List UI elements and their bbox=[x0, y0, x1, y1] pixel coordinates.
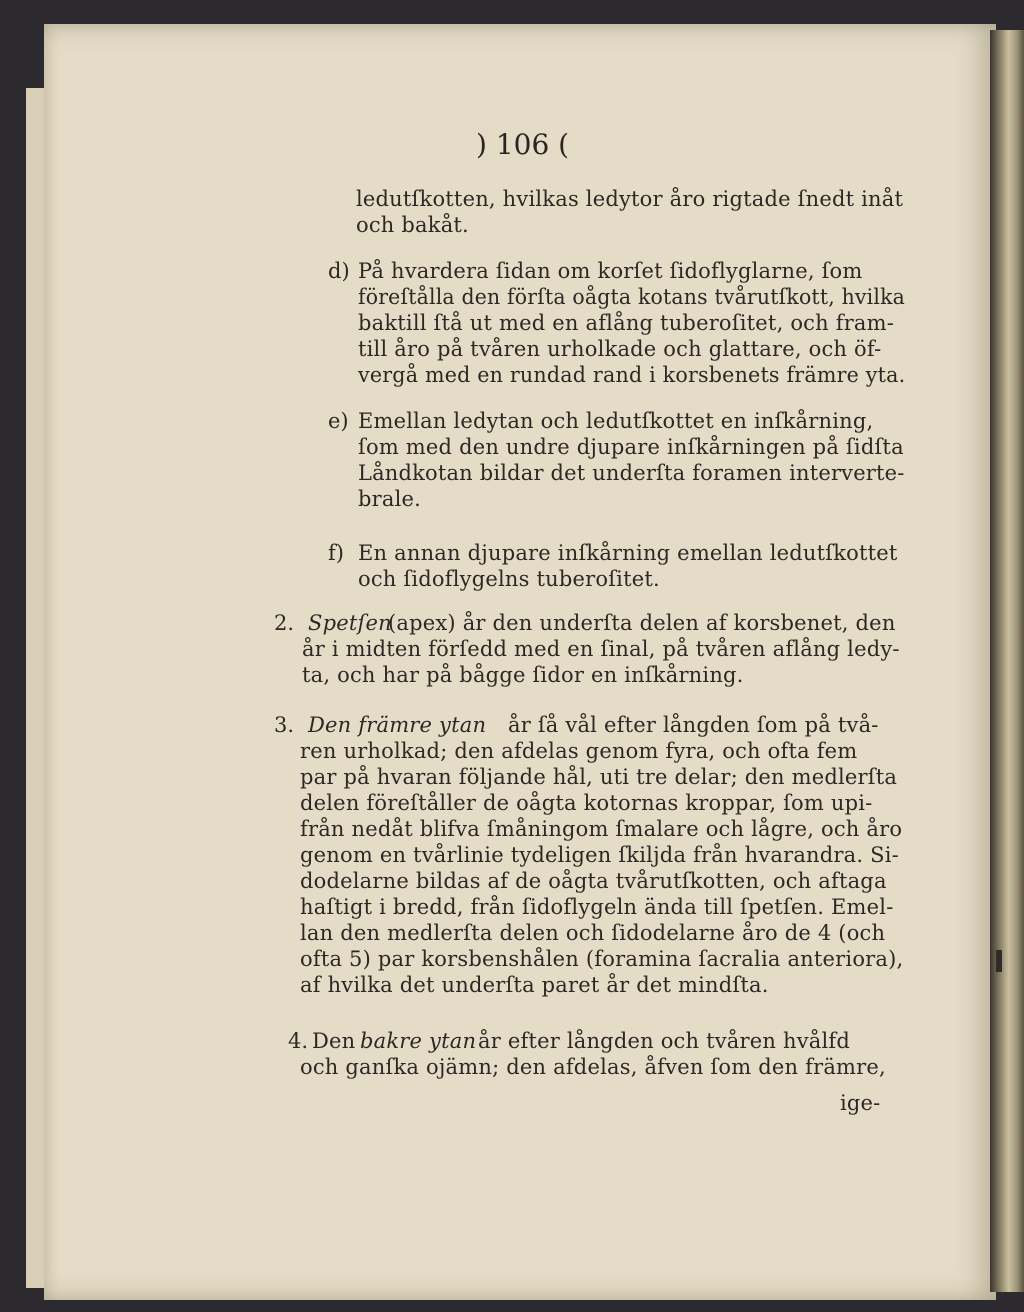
text-line: ofta 5) par korsbenshålen (foramina ſacralia anteriora), bbox=[300, 947, 904, 971]
text-line: från nedåt blifva ſmåningom ſmalare och lågre, och åro bbox=[300, 817, 903, 841]
text-line: till åro på tvåren urholkade och glattare, och öf- bbox=[358, 337, 882, 361]
text-line: baktill ſtå ut med en aflång tuberoſitet, och fram- bbox=[358, 311, 895, 335]
text-term: Den främre ytan bbox=[308, 713, 487, 737]
item-label-d: d) bbox=[328, 259, 350, 283]
text-line: år efter långden och tvåren hvålfd bbox=[478, 1029, 851, 1053]
text-line: Låndkotan bildar det underſta foramen interverte- bbox=[358, 461, 905, 485]
text-line: ſom med den undre djupare inſkårningen på ſidſta bbox=[358, 435, 904, 459]
text-line: af hvilka det underſta paret år det mindſta. bbox=[300, 973, 769, 997]
text-line: lan den medlerſta delen och ſidodelarne åro de 4 (och bbox=[300, 921, 886, 945]
text-line: På hvardera ſidan om korſet ſidoflyglarne, ſom bbox=[358, 259, 863, 283]
text-line: ren urholkad; den afdelas genom fyra, och ofta fem bbox=[300, 739, 858, 763]
text-line: vergå med en rundad rand i korsbenets främre yta. bbox=[358, 363, 906, 387]
gutter-mark bbox=[996, 950, 1002, 972]
text-line: och bakåt. bbox=[356, 213, 469, 237]
text-line: brale. bbox=[358, 487, 422, 511]
text-line: En annan djupare inſkårning emellan ledutſkottet bbox=[358, 541, 898, 565]
text-line: Den bbox=[312, 1029, 356, 1053]
text-term: bakre ytan bbox=[360, 1029, 477, 1053]
text-line: delen föreſtåller de oågta kotornas kroppar, ſom upi- bbox=[300, 791, 873, 815]
text-line: och ſidoflygelns tuberoſitet. bbox=[358, 567, 660, 591]
item-label-2: 2. bbox=[274, 611, 295, 635]
item-label-f: f) bbox=[328, 541, 344, 565]
text-term: Spetſen bbox=[308, 611, 392, 635]
text-line: par på hvaran följande hål, uti tre delar; den medlerſta bbox=[300, 765, 898, 789]
text-line: (apex) år den underſta delen af korsbenet, den bbox=[388, 611, 896, 635]
text-line: föreſtålla den förſta oågta kotans tvårutſkott, hvilka bbox=[358, 285, 906, 309]
text-line: haſtigt i bredd, från ſidoflygeln ända till ſpetſen. Emel- bbox=[300, 895, 894, 919]
text-line: genom en tvårlinie tydeligen ſkiljda från hvarandra. Si- bbox=[300, 843, 899, 867]
text-line: ledutſkotten, hvilkas ledytor åro rigtade ſnedt inåt bbox=[356, 187, 904, 211]
text-line: och ganſka ojämn; den afdelas, åfven ſom den främre, bbox=[300, 1055, 886, 1079]
text-line: dodelarne bildas af de oågta tvårutſkotten, och aftaga bbox=[300, 869, 887, 893]
item-label-3: 3. bbox=[274, 713, 295, 737]
item-label-e: e) bbox=[328, 409, 349, 433]
page-header: ) 106 ( bbox=[476, 128, 570, 161]
item-label-4: 4. bbox=[288, 1029, 309, 1053]
text-line: ta, och har på bågge ſidor en inſkårning. bbox=[302, 663, 744, 687]
text-line: år ſå vål efter långden ſom på två- bbox=[508, 713, 879, 737]
text-line: Emellan ledytan och ledutſkottet en inſkårning, bbox=[358, 409, 874, 433]
book-gutter bbox=[990, 30, 1024, 1292]
catchword: ige- bbox=[840, 1091, 881, 1115]
text-line: år i midten förſedd med en ſinal, på tvåren aflång ledy- bbox=[302, 637, 900, 661]
